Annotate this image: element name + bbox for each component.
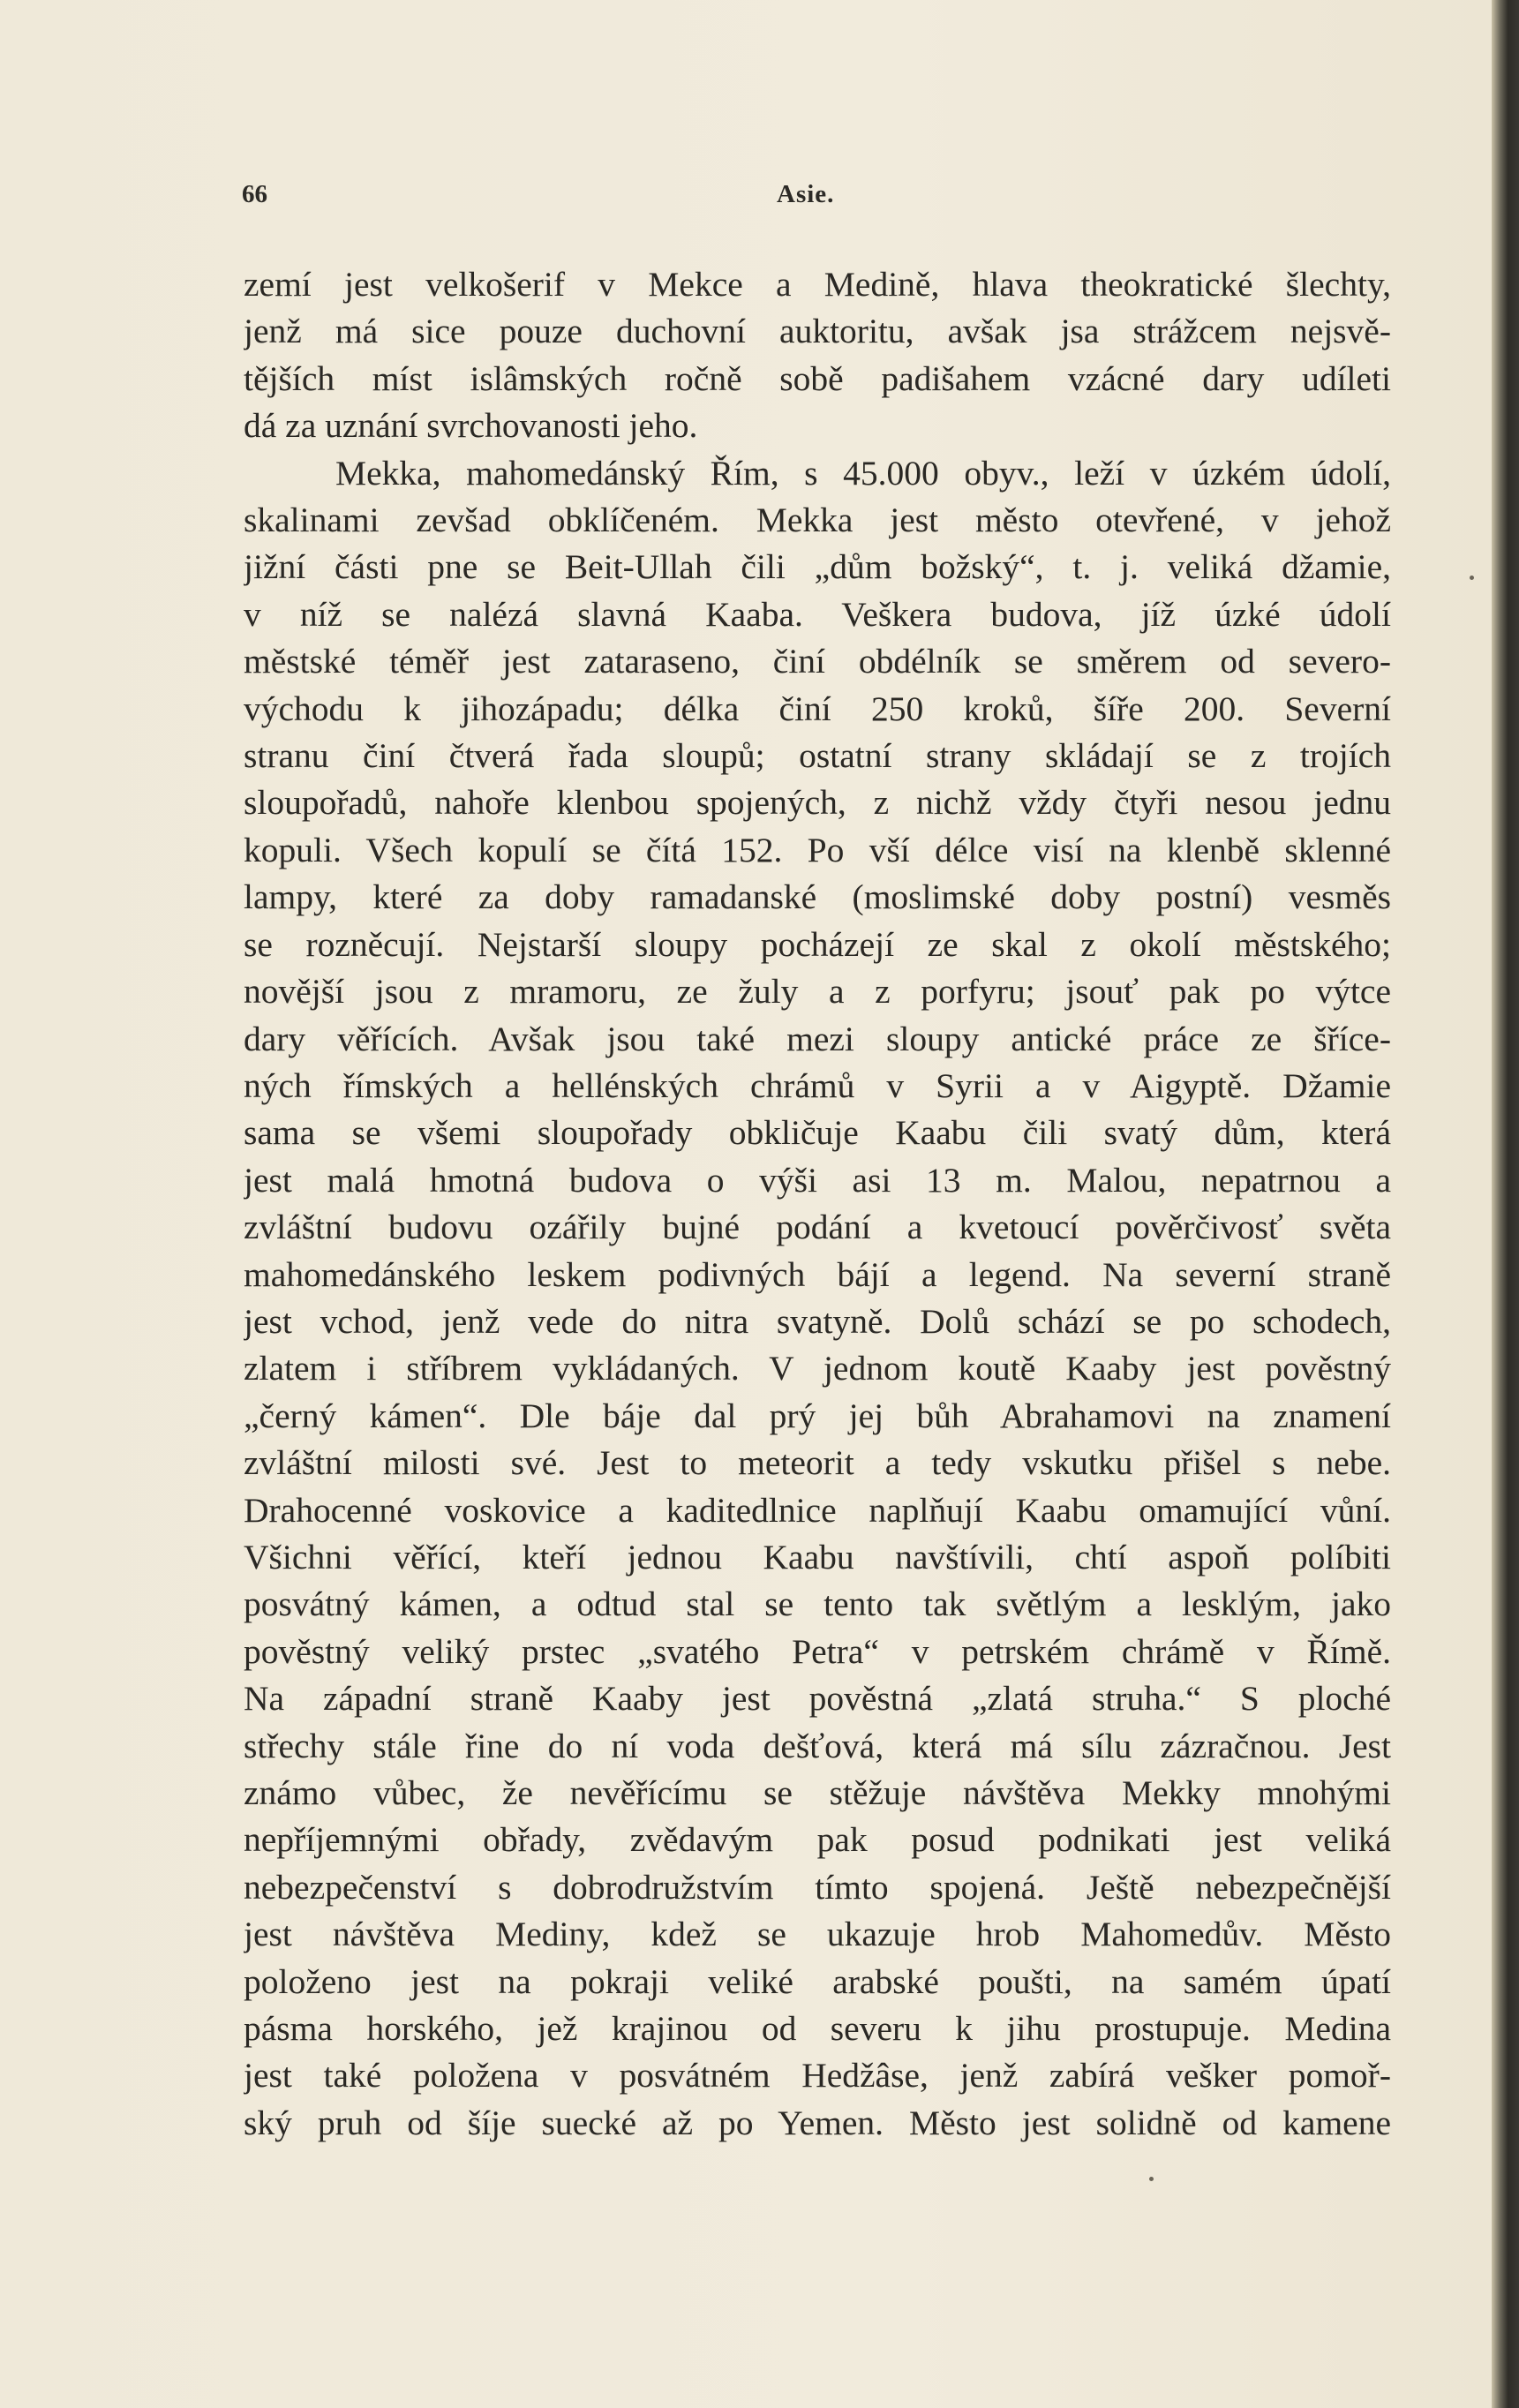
text-line: známo vůbec, že nevěřícímu se stěžuje návštěva Mekky mnohými xyxy=(244,1773,1391,1812)
page-header xyxy=(242,180,1389,215)
paper-speck xyxy=(1149,2177,1154,2181)
text-line: zvláštní budovu ozářily bujné podání a kvetoucí pověrčivosť světa xyxy=(244,1208,1391,1247)
text-line: „černý kámen“. Dle báje dal prý jej bůh Abrahamovi na znamení xyxy=(244,1396,1391,1435)
text-line: jest vchod, jenž vede do nitra svatyně. Dolů schází se po schodech, xyxy=(244,1301,1391,1341)
text-line: pásma horského, jež krajinou od severu k jihu prostupuje. Medina xyxy=(244,2009,1391,2049)
text-line: stranu činí čtverá řada sloupů; ostatní strany skládají se z trojích xyxy=(244,736,1391,776)
text-line: nebezpečenství s dobrodružstvím tímto spojená. Ještě nebezpečnější xyxy=(244,1867,1391,1907)
text-line: kopuli. Všech kopulí se čítá 152. Po vší délce visí na klenbě sklenné xyxy=(244,830,1391,869)
text-line: dá za uznání svrchovanosti jeho. xyxy=(244,406,698,446)
text-line: ných římských a hellénských chrámů v Syrii a v Aigyptě. Džamie xyxy=(244,1065,1391,1105)
text-line: městské téměř jest zataraseno, činí obdélník se směrem od severo- xyxy=(244,642,1391,681)
text-line: sama se všemi sloupořady obkličuje Kaabu čili svatý dům, která xyxy=(244,1113,1391,1153)
text-line: jenž má sice pouze duchovní auktoritu, avšak jsa strážcem nejsvě- xyxy=(244,312,1391,351)
text-line: lampy, které za doby ramadanské (moslimské doby postní) vesměs xyxy=(244,877,1391,917)
running-head: Asie. xyxy=(777,180,835,208)
text-line: zvláštní milosti své. Jest to meteorit a tedy vskutku přišel s nebe. xyxy=(244,1443,1391,1483)
text-line: pověstný veliký prstec „svatého Petra“ v petrském chrámě v Římě. xyxy=(244,1631,1391,1671)
book-binding-edge xyxy=(1492,0,1519,2408)
text-line: jest návštěva Mediny, kdež se ukazuje hrob Mahomedův. Město xyxy=(244,1915,1391,1954)
text-line: zlatem i stříbrem vykládaných. V jednom koutě Kaaby jest pověstný xyxy=(244,1349,1391,1388)
text-line: Na západní straně Kaaby jest pověstná „zlatá struha.“ S ploché xyxy=(244,1679,1391,1719)
text-line: jest také položena v posvátném Hedžâse, jenž zabírá vešker pomoř- xyxy=(244,2056,1391,2096)
text-line: sloupořadů, nahoře klenbou spojených, z nichž vždy čtyři nesou jednu xyxy=(244,783,1391,823)
text-line: se rozněcují. Nejstarší sloupy pocházejí ze skal z okolí městského; xyxy=(244,924,1391,964)
text-line: jižní části pne se Beit-Ullah čili „dům božský“, t. j. veliká džamie, xyxy=(244,547,1391,587)
text-line: jest malá hmotná budova o výši asi 13 m. Malou, nepatrnou a xyxy=(244,1160,1391,1200)
text-line: střechy stále řine do ní voda dešťová, která má sílu zázračnou. Jest xyxy=(244,1726,1391,1765)
text-line: ský pruh od šíje suecké až po Yemen. Město jest solidně od kamene xyxy=(244,2103,1391,2142)
text-line: položeno jest na pokraji veliké arabské poušti, na samém úpatí xyxy=(244,1961,1391,2001)
text-line: v níž se nalézá slavná Kaaba. Veškera budova, jíž úzké údolí xyxy=(244,594,1391,634)
body-text xyxy=(244,261,1391,2147)
text-line: dary věřících. Avšak jsou také mezi sloupy antické práce ze šříce- xyxy=(244,1019,1391,1058)
text-line: mahomedánského leskem podivných bájí a legend. Na severní straně xyxy=(244,1254,1391,1294)
text-line: Drahocenné voskovice a kaditedlnice naplňují Kaabu omamující vůní. xyxy=(244,1490,1391,1530)
page-number: 66 xyxy=(242,180,267,208)
text-line: zemí jest velkošerif v Mekce a Medině, hlava theokratické šlechty, xyxy=(244,265,1391,304)
text-line: východu k jihozápadu; délka činí 250 kroků, šíře 200. Severní xyxy=(244,689,1391,728)
text-line: Všichni věřící, kteří jednou Kaabu navštívili, chtí aspoň políbiti xyxy=(244,1537,1391,1576)
text-line: nepříjemnými obřady, zvědavým pak posud podnikati jest veliká xyxy=(244,1820,1391,1860)
text-line: tějších míst islâmských ročně sobě padišahem vzácné dary udíleti xyxy=(244,358,1391,398)
text-line: posvátný kámen, a odtud stal se tento tak světlým a lesklým, jako xyxy=(244,1584,1391,1624)
text-line: Mekka, mahomedánský Řím, s 45.000 obyv., leží v úzkém údolí, xyxy=(335,453,1391,493)
text-line: skalinami zevšad obklíčeném. Mekka jest město otevřené, v jehož xyxy=(244,500,1391,540)
text-line: novější jsou z mramoru, ze žuly a z porfyru; jsouť pak po výtce xyxy=(244,972,1391,1012)
paper-speck xyxy=(1470,576,1474,580)
